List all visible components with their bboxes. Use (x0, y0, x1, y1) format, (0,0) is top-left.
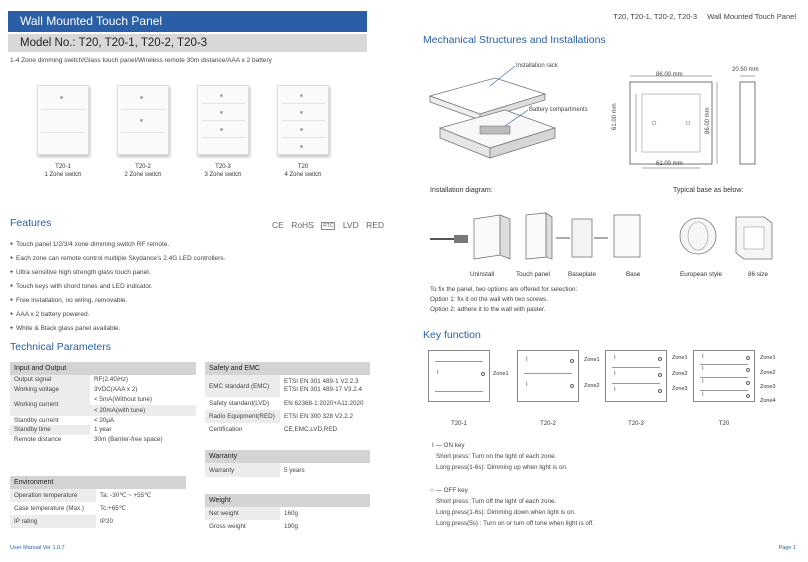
step-label: Uninstall (470, 271, 495, 278)
subtitle: 1-4 Zone dimming switch/Glass touch panel/Wireless remote 30m distance/AAA x 2 battery (10, 57, 272, 64)
label-install-rack: Installation rack (516, 63, 558, 69)
fix-options: To fix the panel, two options are offered for selection: Option 1: fix it on the wall with two screws. Option 2: adhere it to the wall with paster. (430, 286, 578, 313)
step-label: Touch panel (516, 271, 550, 278)
table-header: Warranty (205, 450, 370, 463)
label-battery: Battery compartments (529, 107, 588, 113)
lvd-mark: LVD (342, 220, 359, 230)
on-key-icon: I — (432, 442, 444, 449)
step-label: Baseplate (568, 271, 597, 278)
io-table: Input and Output Output signal RF(2.4GHz) Working voltage 3VDC(AAA x 2) Working current < 5mA(Without tune) < 20mA(with tune) Standby current < 20μA Standby time 1 year Remote distance 30m (Barrier-free space) (10, 362, 196, 444)
product-caption: T20-2 2 Zone switch (124, 164, 162, 178)
dim-inner-w: 61.00 mm (656, 161, 683, 167)
footer-version: User Manual Ver 1.0.7 (10, 545, 65, 551)
key-panel-t20-3: I I I (605, 350, 667, 402)
safety-table: Safety and EMC EMC standard (EMC) ETSI EN 301 489-1 V2.2.3 ETSI EN 301 489-17 V3.2.4 Safety standard(LVD) EN 62368-1:2020+A11:2020 Radio Equipment(RED) ETSI EN 300 328 V2.2.2 Certification CE,EMC,LVD,RED (205, 362, 370, 436)
keyfn-title: Key function (423, 329, 481, 341)
dim-width: 86.00 mm (656, 72, 683, 78)
step-label: Base (626, 271, 641, 278)
installation-steps-drawing (428, 205, 778, 269)
tech-title: Technical Parameters (10, 341, 111, 353)
product-image-t20-1 (37, 85, 89, 155)
header-title: Wall Mounted Touch Panel (707, 12, 796, 21)
list-item: ● AAA x 2 battery powered. (10, 308, 225, 322)
rtc-mark: RTC (323, 222, 334, 229)
cert-logos (272, 220, 389, 230)
dim-inner-h: 61.00 mm (612, 103, 618, 130)
key-panel-t20-2: I I (517, 350, 579, 402)
product-image-t20 (277, 85, 329, 155)
table-header: Environment (10, 476, 186, 489)
on-key-description: I — ON key Short press: Turn on the light of each zone. Long press(1-6s): Dimming up when light is on. (432, 442, 568, 471)
dim-depth: 20.50 mm (732, 67, 759, 73)
footer-page: Page 1 (778, 545, 796, 551)
mech-title: Mechanical Structures and Installations (423, 34, 606, 46)
header-right (605, 12, 796, 21)
model-number: Model No.: T20, T20-1, T20-2, T20-3 (8, 34, 367, 52)
list-item: ● Touch panel 1/2/3/4 zone dimming switch RF remote. (10, 238, 225, 252)
features-title: Features (10, 217, 52, 229)
table-header: Weight (205, 494, 370, 507)
dim-height: 86.00 mm (705, 107, 711, 134)
product-caption: T20-3 3 Zone switch (204, 164, 242, 178)
environment-table: Environment Operation temperature Ta: -30℃ ~ +55℃ Case temperature (Max.) Tc:+65℃ IP rating IP20 (10, 476, 186, 528)
list-item: ● Touch keys with chord tones and LED indicator. (10, 280, 225, 294)
warranty-table: Warranty Warranty 5 years (205, 450, 370, 477)
mechanical-drawing (420, 58, 600, 176)
features-list (10, 238, 225, 335)
off-key-icon: ○ — (430, 487, 444, 494)
page-title: Wall Mounted Touch Panel (8, 11, 367, 32)
step-label: European style (680, 271, 723, 278)
key-panel-t20: I I I I (693, 350, 755, 402)
install-diagram-title: Installation diagram: (430, 187, 493, 194)
product-caption: T20-1 1 Zone switch (44, 164, 82, 178)
key-panel-t20-1: I (428, 350, 490, 402)
product-image-t20-3 (197, 85, 249, 155)
red-mark: RED (366, 220, 385, 230)
list-item: ● Free installation, no wiring, removable. (10, 294, 225, 308)
typical-base-title: Typical base as below: (673, 187, 744, 194)
header-models: T20, T20-1, T20-2, T20-3 (613, 12, 698, 21)
product-caption: T20 4 Zone switch (284, 164, 322, 178)
weight-table: Weight Net weight 160g Gross weight 190g (205, 494, 370, 533)
list-item: ● Each zone can remote control multiple Skydance's 2.4G LED controllers. (10, 252, 225, 266)
step-label: 86 size (748, 271, 768, 278)
ce-mark: CE (272, 220, 284, 230)
table-header: Input and Output (10, 362, 196, 375)
product-image-t20-2 (117, 85, 169, 155)
list-item: ● White & Black glass panel available. (10, 322, 225, 336)
list-item: ● Ultra sensitive high strength glass touch panel. (10, 266, 225, 280)
table-header: Safety and EMC (205, 362, 370, 375)
off-key-description: ○ — OFF key Short press: Turn off the light of each zone. Long press(1-6s): Dimming down when light is on. Long press(5s) : Turn on or turn off tone when light is off. (430, 487, 594, 527)
rohs-mark: RoHS (291, 220, 314, 230)
